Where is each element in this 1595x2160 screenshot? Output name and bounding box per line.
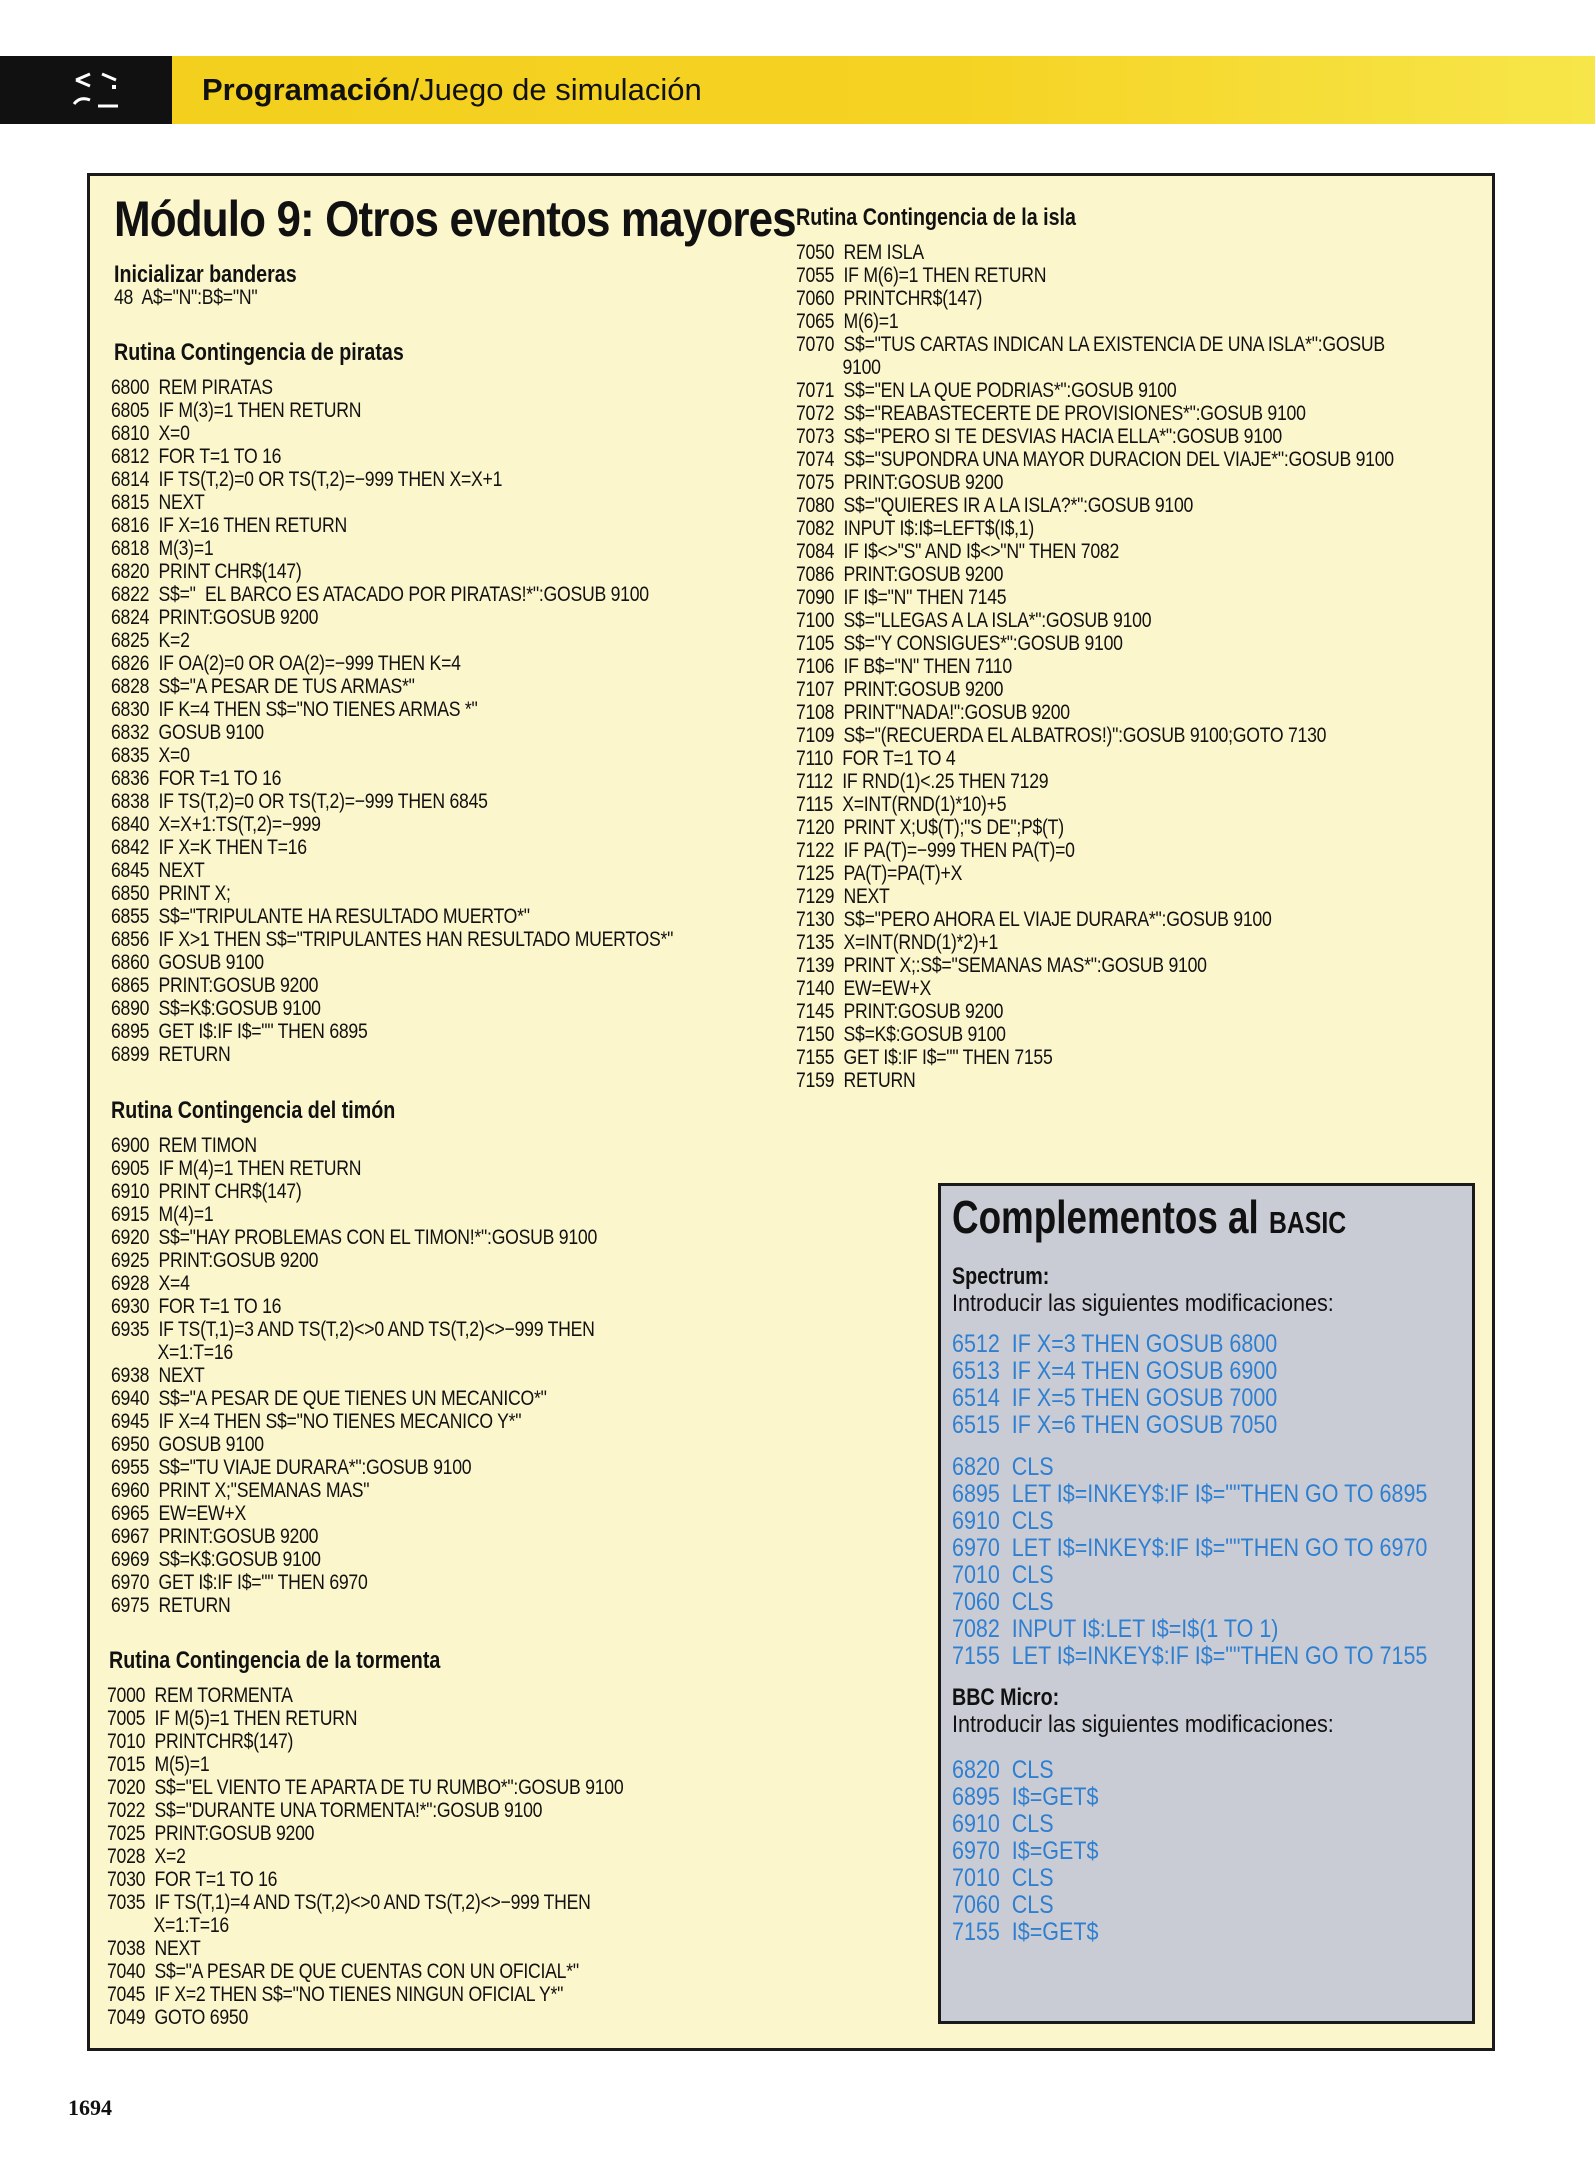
code-line: 6925 PRINT:GOSUB 9200 [111,1249,319,1272]
code-line: 7109 S$="(RECUERDA EL ALBATROS!)":GOSUB 9100;GOTO 7130 [796,724,1327,747]
code-line: 7150 S$=K$:GOSUB 9100 [796,1023,1006,1046]
code-line: 6820 CLS [952,1453,1054,1481]
spectrum-code-group-1 [952,1331,1277,1439]
code-line: 7080 S$="QUIERES IR A LA ISLA?*":GOSUB 9100 [796,494,1194,517]
spectrum-title: Spectrum: [952,1263,1050,1290]
code-line: 6830 IF K=4 THEN S$="NO TIENES ARMAS *" [111,698,478,721]
code-line: 7120 PRINT X;U$(T);"S DE";P$(T) [796,816,1064,839]
code-line: 48 A$="N":B$="N" [114,286,258,309]
code-line: 6900 REM TIMON [111,1134,257,1157]
bbc-title: BBC Micro: [952,1684,1060,1711]
code-line: 6514 IF X=5 THEN GOSUB 7000 [952,1384,1278,1412]
complements-title [952,1190,1346,1244]
code-line: 7155 LET I$=INKEY$:IF I$=""THEN GO TO 7155 [952,1642,1428,1670]
complements-title-main: Complementos al [952,1191,1269,1243]
code-line: 7071 S$="EN LA QUE PODRIAS*":GOSUB 9100 [796,379,1177,402]
code-line: 7020 S$="EL VIENTO TE APARTA DE TU RUMBO*":GOSUB 9100 [107,1776,624,1799]
code-line: 6895 GET I$:IF I$="" THEN 6895 [111,1020,368,1043]
code-line: 7086 PRINT:GOSUB 9200 [796,563,1004,586]
island-title: Rutina Contingencia de la isla [796,204,1076,231]
code-line: 6822 S$=" EL BARCO ES ATACADO POR PIRATAS!*":GOSUB 9100 [111,583,649,606]
code-line: 7022 S$="DURANTE UNA TORMENTA!*":GOSUB 9100 [107,1799,543,1822]
code-line: 7108 PRINT"NADA!":GOSUB 9200 [796,701,1070,724]
code-line: 7025 PRINT:GOSUB 9200 [107,1822,315,1845]
code-line: 7100 S$="LLEGAS A LA ISLA*":GOSUB 9100 [796,609,1152,632]
code-line: 7125 PA(T)=PA(T)+X [796,862,963,885]
code-line: 6824 PRINT:GOSUB 9200 [111,606,319,629]
island-code [796,241,1394,1092]
code-line: 6930 FOR T=1 TO 16 [111,1295,282,1318]
rudder-title: Rutina Contingencia del timón [111,1097,396,1124]
code-line: 7070 S$="TUS CARTAS INDICAN LA EXISTENCIA DE UNA ISLA*":GOSUB [796,333,1385,356]
code-line: 6845 NEXT [111,859,205,882]
code-line: X=1:T=16 [111,1341,233,1364]
code-line: 7005 IF M(5)=1 THEN RETURN [107,1707,358,1730]
computer-course-logo-icon [68,66,128,114]
code-line: 6940 S$="A PESAR DE QUE TIENES UN MECANICO*" [111,1387,547,1410]
code-line: 6915 M(4)=1 [111,1203,214,1226]
header-logo [0,56,172,124]
code-line: 6815 NEXT [111,491,205,514]
code-line: 7155 I$=GET$ [952,1918,1099,1946]
code-line: 6950 GOSUB 9100 [111,1433,264,1456]
code-line: 7074 S$="SUPONDRA UNA MAYOR DURACION DEL VIAJE*":GOSUB 9100 [796,448,1394,471]
code-line: 7028 X=2 [107,1845,186,1868]
code-line: 7010 CLS [952,1864,1054,1892]
code-line: 7030 FOR T=1 TO 16 [107,1868,278,1891]
code-line: 6855 S$="TRIPULANTE HA RESULTADO MUERTO*" [111,905,530,928]
code-line: 7072 S$="REABASTECERTE DE PROVISIONES*":GOSUB 9100 [796,402,1306,425]
code-line: 6810 X=0 [111,422,190,445]
page-number: 1694 [68,2095,112,2120]
code-line: 6812 FOR T=1 TO 16 [111,445,282,468]
code-line: 6860 GOSUB 9100 [111,951,264,974]
code-line: 6515 IF X=6 THEN GOSUB 7050 [952,1411,1278,1439]
code-line: 6816 IF X=16 THEN RETURN [111,514,348,537]
code-line: 6928 X=4 [111,1272,190,1295]
code-line: 6965 EW=EW+X [111,1502,246,1525]
pirates-code [111,376,673,1066]
code-line: 6826 IF OA(2)=0 OR OA(2)=−999 THEN K=4 [111,652,461,675]
code-line: 7010 CLS [952,1561,1054,1589]
code-line: 7090 IF I$="N" THEN 7145 [796,586,1007,609]
header-section: Programación [202,72,411,107]
code-line: 6835 X=0 [111,744,190,767]
init-flags-code [114,286,257,309]
code-line: 7010 PRINTCHR$(147) [107,1730,294,1753]
code-line: 7060 CLS [952,1588,1054,1616]
storm-title: Rutina Contingencia de la tormenta [109,1647,441,1674]
code-line: 6970 I$=GET$ [952,1837,1099,1865]
code-line: 6967 PRINT:GOSUB 9200 [111,1525,319,1548]
code-line: 7145 PRINT:GOSUB 9200 [796,1000,1004,1023]
code-line: 7038 NEXT [107,1937,201,1960]
code-line: 6955 S$="TU VIAJE DURARA*":GOSUB 9100 [111,1456,472,1479]
code-line: 7115 X=INT(RND(1)*10)+5 [796,793,1007,816]
code-line: 6814 IF TS(T,2)=0 OR TS(T,2)=−999 THEN X=X+1 [111,468,503,491]
code-line: 7060 PRINTCHR$(147) [796,287,983,310]
code-line: 7159 RETURN [796,1069,916,1092]
code-line: 7015 M(5)=1 [107,1753,210,1776]
code-line: 6975 RETURN [111,1594,231,1617]
code-line: 7065 M(6)=1 [796,310,899,333]
code-line: 7082 INPUT I$:LET I$=I$(1 TO 1) [952,1615,1279,1643]
code-line: 6818 M(3)=1 [111,537,214,560]
code-line: 7155 GET I$:IF I$="" THEN 7155 [796,1046,1053,1069]
code-line: 7049 GOTO 6950 [107,2006,249,2029]
code-line: 7082 INPUT I$:I$=LEFT$(I$,1) [796,517,1034,540]
code-line: 6513 IF X=4 THEN GOSUB 6900 [952,1357,1278,1385]
bbc-code [952,1757,1098,1946]
code-line: 7075 PRINT:GOSUB 9200 [796,471,1004,494]
rudder-code [111,1134,597,1617]
code-line: 6905 IF M(4)=1 THEN RETURN [111,1157,362,1180]
code-line: 6800 REM PIRATAS [111,376,273,399]
code-line: 6838 IF TS(T,2)=0 OR TS(T,2)=−999 THEN 6845 [111,790,488,813]
code-line: 7135 X=INT(RND(1)*2)+1 [796,931,999,954]
code-line: 6910 PRINT CHR$(147) [111,1180,302,1203]
code-line: 7110 FOR T=1 TO 4 [796,747,956,770]
bbc-intro: Introducir las siguientes modificaciones: [952,1711,1334,1738]
code-line: 7073 S$="PERO SI TE DESVIAS HACIA ELLA*":GOSUB 9100 [796,425,1282,448]
spectrum-code-group-2 [952,1454,1427,1670]
code-line: 6945 IF X=4 THEN S$="NO TIENES MECANICO Y*" [111,1410,522,1433]
code-line: 7084 IF I$<>"S" AND I$<>"N" THEN 7082 [796,540,1120,563]
code-line: 6828 S$="A PESAR DE TUS ARMAS*" [111,675,415,698]
code-line: 7105 S$="Y CONSIGUES*":GOSUB 9100 [796,632,1123,655]
code-line: 6805 IF M(3)=1 THEN RETURN [111,399,362,422]
code-line: 7055 IF M(6)=1 THEN RETURN [796,264,1047,287]
complements-title-basic: BASIC [1268,1205,1347,1240]
code-line: 6856 IF X>1 THEN S$="TRIPULANTES HAN RESULTADO MUERTOS*" [111,928,674,951]
code-line: 7106 IF B$="N" THEN 7110 [796,655,1012,678]
pirates-title: Rutina Contingencia de piratas [114,339,404,366]
code-line: 6910 CLS [952,1810,1054,1838]
code-line: 6820 PRINT CHR$(147) [111,560,302,583]
code-line: 7140 EW=EW+X [796,977,931,1000]
code-line: 7130 S$="PERO AHORA EL VIAJE DURARA*":GOSUB 9100 [796,908,1272,931]
code-line: 6825 K=2 [111,629,190,652]
code-line: 6969 S$=K$:GOSUB 9100 [111,1548,321,1571]
code-line: 6512 IF X=3 THEN GOSUB 6800 [952,1330,1278,1358]
code-line: 6850 PRINT X; [111,882,231,905]
code-line: 7112 IF RND(1)<.25 THEN 7129 [796,770,1049,793]
code-line: 6970 GET I$:IF I$="" THEN 6970 [111,1571,368,1594]
code-line: 7122 IF PA(T)=−999 THEN PA(T)=0 [796,839,1075,862]
code-line: 6842 IF X=K THEN T=16 [111,836,307,859]
storm-code [107,1684,623,2029]
code-line: X=1:T=16 [107,1914,229,1937]
code-line: 6935 IF TS(T,1)=3 AND TS(T,2)<>0 AND TS(T,2)<>−999 THEN [111,1318,595,1341]
code-line: 6970 LET I$=INKEY$:IF I$=""THEN GO TO 6970 [952,1534,1428,1562]
code-line: 7045 IF X=2 THEN S$="NO TIENES NINGUN OFICIAL Y*" [107,1983,564,2006]
spectrum-intro: Introducir las siguientes modificaciones: [952,1290,1334,1317]
code-line: 6840 X=X+1:TS(T,2)=−999 [111,813,321,836]
code-line: 7129 NEXT [796,885,890,908]
code-line: 6899 RETURN [111,1043,231,1066]
code-line: 6832 GOSUB 9100 [111,721,264,744]
code-line: 6895 LET I$=INKEY$:IF I$=""THEN GO TO 6895 [952,1480,1428,1508]
code-line: 7035 IF TS(T,1)=4 AND TS(T,2)<>0 AND TS(T,2)<>−999 THEN [107,1891,591,1914]
code-line: 7060 CLS [952,1891,1054,1919]
code-line: 7000 REM TORMENTA [107,1684,293,1707]
init-flags-title: Inicializar banderas [114,261,297,288]
module-title: Módulo 9: Otros eventos mayores [114,191,796,247]
header-subtitle: /Juego de simulación [410,72,702,107]
code-line: 7050 REM ISLA [796,241,924,264]
code-line: 6820 CLS [952,1756,1054,1784]
header-title [202,72,702,108]
code-line: 6960 PRINT X;"SEMANAS MAS" [111,1479,370,1502]
code-line: 7107 PRINT:GOSUB 9200 [796,678,1004,701]
code-line: 6890 S$=K$:GOSUB 9100 [111,997,321,1020]
code-line: 6938 NEXT [111,1364,205,1387]
code-line: 6895 I$=GET$ [952,1783,1099,1811]
code-line: 7040 S$="A PESAR DE QUE CUENTAS CON UN OFICIAL*" [107,1960,579,1983]
code-line: 6920 S$="HAY PROBLEMAS CON EL TIMON!*":GOSUB 9100 [111,1226,598,1249]
code-line: 6836 FOR T=1 TO 16 [111,767,282,790]
code-line: 6910 CLS [952,1507,1054,1535]
code-line: 6865 PRINT:GOSUB 9200 [111,974,319,997]
code-line: 7139 PRINT X;:S$="SEMANAS MAS*":GOSUB 9100 [796,954,1207,977]
code-line: 9100 [796,356,881,379]
